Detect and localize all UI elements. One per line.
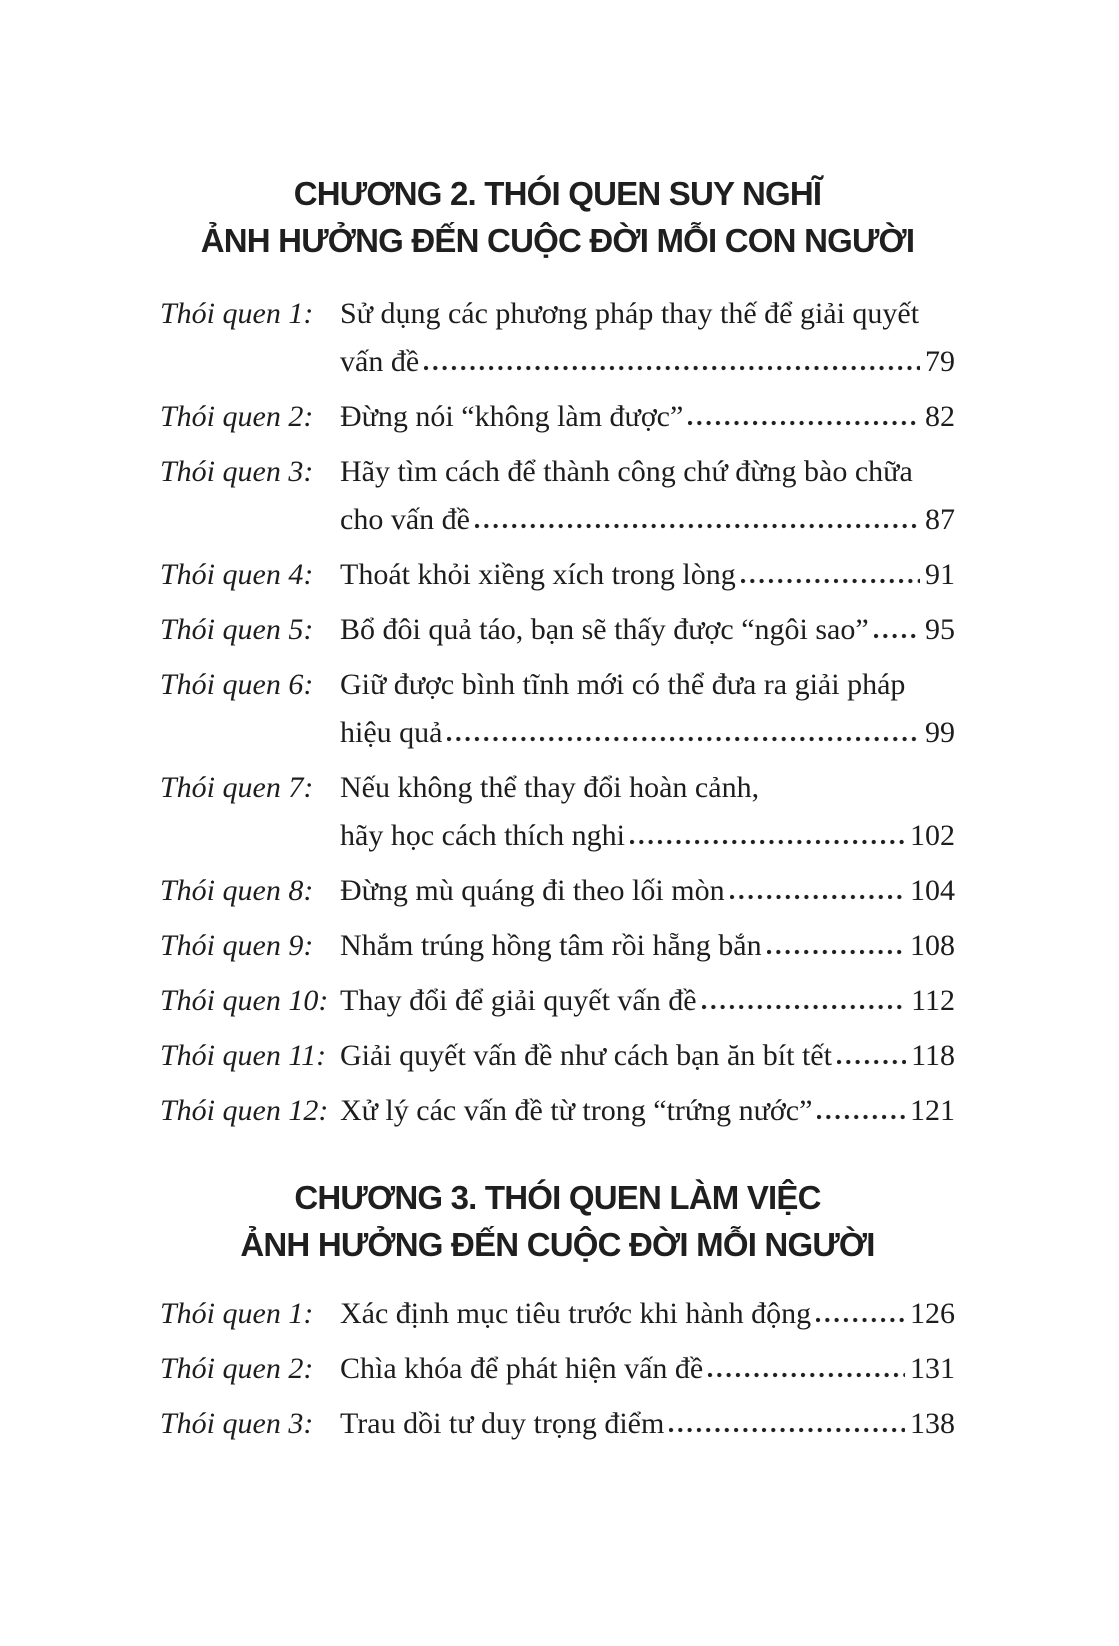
entry-body bbox=[340, 551, 955, 599]
table-of-contents bbox=[160, 170, 955, 1455]
entry-label: Thói quen 10: bbox=[160, 984, 329, 1017]
entry-label: Thói quen 8: bbox=[160, 874, 314, 907]
entry-text: Xử lý các vấn đề từ trong “trứng nước” bbox=[340, 1094, 813, 1127]
chapter-2-heading bbox=[160, 170, 955, 264]
entry-label: Thói quen 11: bbox=[160, 1039, 327, 1072]
toc-entry bbox=[160, 661, 955, 757]
toc-entry bbox=[160, 448, 955, 544]
toc-entry bbox=[160, 606, 955, 654]
entry-page-line bbox=[340, 1345, 955, 1393]
entry-body bbox=[340, 1400, 955, 1448]
toc-entry bbox=[160, 1087, 955, 1135]
dot-leader bbox=[817, 1114, 905, 1120]
dot-leader bbox=[630, 839, 905, 845]
page-number: 82 bbox=[925, 400, 955, 433]
entry-text: Sử dụng các phương pháp thay thế để giải quyết bbox=[340, 297, 920, 330]
toc-entry bbox=[160, 393, 955, 441]
page-number: 138 bbox=[910, 1407, 955, 1440]
page-number: 79 bbox=[925, 345, 955, 378]
entry-body bbox=[340, 922, 955, 970]
entry-wrap-line bbox=[340, 764, 955, 812]
page-number: 99 bbox=[925, 716, 955, 749]
chapter-3-heading-line-2: ẢNH HƯỞNG ĐẾN CUỘC ĐỜI MỖI NGƯỜI bbox=[240, 1226, 875, 1263]
toc-entry bbox=[160, 977, 955, 1025]
dot-leader bbox=[767, 949, 905, 955]
entry-body bbox=[340, 1087, 955, 1135]
entry-page-line bbox=[340, 709, 955, 757]
entry-text: Hãy tìm cách để thành công chứ đừng bào chữa bbox=[340, 455, 913, 488]
dot-leader bbox=[837, 1059, 906, 1065]
page-number: 87 bbox=[925, 503, 955, 536]
page-number: 102 bbox=[910, 819, 955, 852]
entry-body bbox=[340, 290, 955, 386]
entry-text: Giữ được bình tĩnh mới có thể đưa ra giải pháp bbox=[340, 668, 906, 701]
entry-page-line bbox=[340, 1400, 955, 1448]
chapter-3-heading bbox=[160, 1174, 955, 1268]
entry-text: Nhắm trúng hồng tâm rồi hẵng bắn bbox=[340, 929, 762, 962]
entry-label: Thói quen 12: bbox=[160, 1094, 329, 1127]
toc-entry bbox=[160, 1032, 955, 1080]
page-number: 131 bbox=[910, 1352, 955, 1385]
chapter-3-heading-line-1: CHƯƠNG 3. THÓI QUEN LÀM VIỆC bbox=[294, 1179, 821, 1216]
dot-leader bbox=[424, 365, 920, 371]
dot-leader bbox=[702, 1004, 907, 1010]
entry-label: Thói quen 3: bbox=[160, 455, 314, 488]
entry-text: Đừng nói “không làm được” bbox=[340, 400, 684, 433]
entry-page-line bbox=[340, 922, 955, 970]
entry-text: hãy học cách thích nghi bbox=[340, 819, 625, 852]
entry-text: Giải quyết vấn đề như cách bạn ăn bít tết bbox=[340, 1039, 832, 1072]
dot-leader bbox=[816, 1317, 905, 1323]
entry-text: cho vấn đề bbox=[340, 503, 470, 536]
entry-wrap-line bbox=[340, 290, 955, 338]
toc-entry bbox=[160, 1345, 955, 1393]
entry-page-line bbox=[340, 812, 955, 860]
entry-wrap-line bbox=[340, 661, 955, 709]
entry-body bbox=[340, 977, 955, 1025]
entry-body bbox=[340, 1345, 955, 1393]
entry-label: Thói quen 1: bbox=[160, 297, 314, 330]
entry-page-line bbox=[340, 1290, 955, 1338]
page-number: 126 bbox=[910, 1297, 955, 1330]
dot-leader bbox=[475, 523, 920, 529]
entry-label: Thói quen 3: bbox=[160, 1407, 314, 1440]
toc-entry bbox=[160, 922, 955, 970]
entry-body bbox=[340, 1032, 955, 1080]
entry-text: Nếu không thể thay đổi hoàn cảnh, bbox=[340, 771, 760, 804]
entry-label: Thói quen 7: bbox=[160, 771, 314, 804]
entry-page-line bbox=[340, 977, 955, 1025]
entry-body bbox=[340, 764, 955, 860]
chapter-2-heading-line-2: ẢNH HƯỞNG ĐẾN CUỘC ĐỜI MỖI CON NGƯỜI bbox=[200, 222, 915, 259]
entry-label: Thói quen 2: bbox=[160, 1352, 314, 1385]
entry-text: hiệu quả bbox=[340, 716, 443, 749]
toc-entry bbox=[160, 867, 955, 915]
entry-label: Thói quen 4: bbox=[160, 558, 314, 591]
entry-body bbox=[340, 1290, 955, 1338]
page-number: 104 bbox=[910, 874, 955, 907]
dot-leader bbox=[874, 633, 920, 639]
entry-text: Thoát khỏi xiềng xích trong lòng bbox=[340, 558, 736, 591]
entry-wrap-line bbox=[340, 448, 955, 496]
entry-body bbox=[340, 606, 955, 654]
dot-leader bbox=[669, 1427, 905, 1433]
entry-text: Thay đổi để giải quyết vấn đề bbox=[340, 984, 697, 1017]
dot-leader bbox=[708, 1372, 905, 1378]
toc-entry bbox=[160, 1400, 955, 1448]
page-number: 108 bbox=[910, 929, 955, 962]
dot-leader bbox=[447, 736, 920, 742]
page-number: 118 bbox=[911, 1039, 955, 1072]
entry-label: Thói quen 1: bbox=[160, 1297, 314, 1330]
toc-entry bbox=[160, 764, 955, 860]
entry-page-line bbox=[340, 551, 955, 599]
entry-page-line bbox=[340, 1032, 955, 1080]
toc-entry bbox=[160, 1290, 955, 1338]
entry-body bbox=[340, 448, 955, 544]
entry-label: Thói quen 5: bbox=[160, 613, 314, 646]
entry-body bbox=[340, 867, 955, 915]
page-number: 91 bbox=[925, 558, 955, 591]
entry-body bbox=[340, 661, 955, 757]
page-number: 121 bbox=[910, 1094, 955, 1127]
entry-label: Thói quen 9: bbox=[160, 929, 314, 962]
entry-text: Chìa khóa để phát hiện vấn đề bbox=[340, 1352, 704, 1385]
entry-page-line bbox=[340, 867, 955, 915]
entry-text: vấn đề bbox=[340, 345, 420, 378]
entry-label: Thói quen 2: bbox=[160, 400, 314, 433]
entry-label: Thói quen 6: bbox=[160, 668, 314, 701]
entry-text: Trau dồi tư duy trọng điểm bbox=[340, 1407, 665, 1440]
toc-entry bbox=[160, 290, 955, 386]
dot-leader bbox=[741, 578, 920, 584]
entry-text: Đừng mù quáng đi theo lối mòn bbox=[340, 874, 725, 907]
entry-text: Bổ đôi quả táo, bạn sẽ thấy được “ngôi sao” bbox=[340, 613, 869, 646]
entry-page-line bbox=[340, 1087, 955, 1135]
dot-leader bbox=[688, 420, 920, 426]
chapter-2-heading-line-1: CHƯƠNG 2. THÓI QUEN SUY NGHĨ bbox=[293, 175, 822, 212]
entry-page-line bbox=[340, 338, 955, 386]
entry-page-line bbox=[340, 496, 955, 544]
entry-page-line bbox=[340, 606, 955, 654]
entry-page-line bbox=[340, 393, 955, 441]
page-number: 112 bbox=[911, 984, 955, 1017]
entry-text: Xác định mục tiêu trước khi hành động bbox=[340, 1297, 812, 1330]
dot-leader bbox=[730, 894, 905, 900]
page-number: 95 bbox=[925, 613, 955, 646]
toc-entry bbox=[160, 551, 955, 599]
entry-body bbox=[340, 393, 955, 441]
